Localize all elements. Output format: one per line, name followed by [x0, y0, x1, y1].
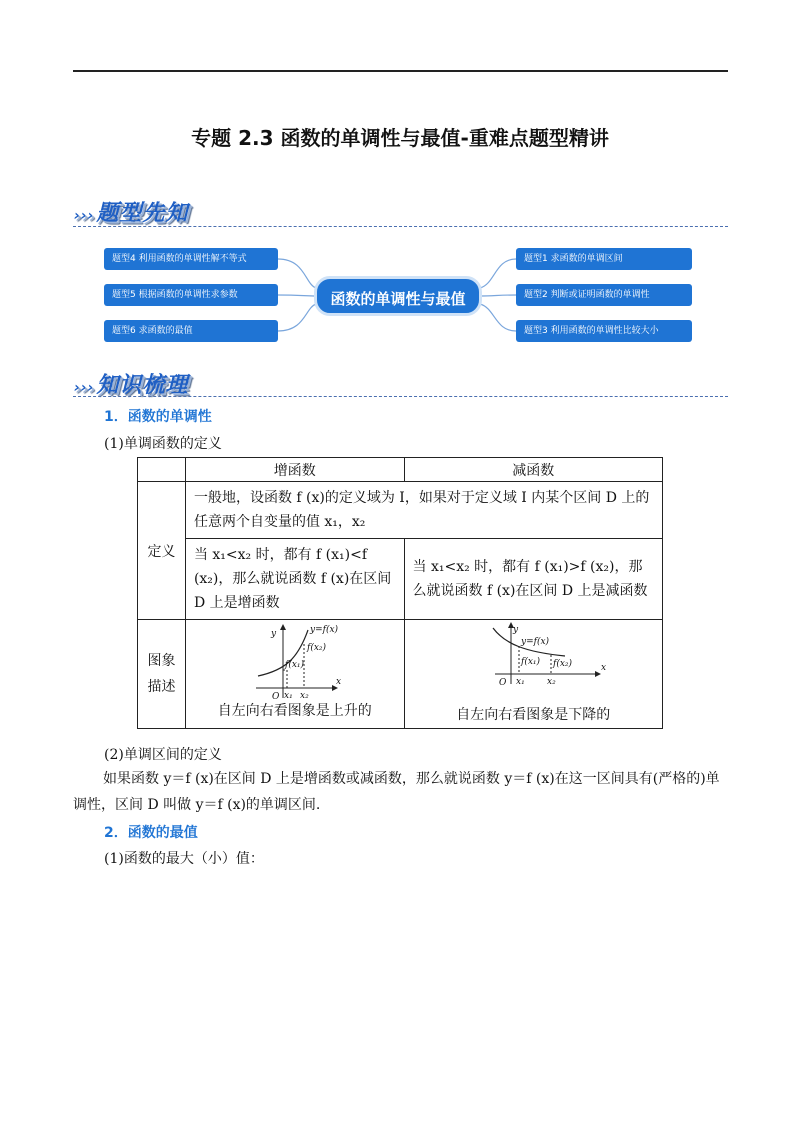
increasing-function-plot [186, 622, 405, 702]
triple-arrow-icon: ››› [74, 208, 95, 224]
subheading-monotone-interval: (2)单调区间的定义 [104, 747, 222, 763]
triple-arrow-icon: ››› [74, 380, 95, 396]
mindmap-node-type3: 题型3 利用函数的单调性比较大小 [516, 320, 692, 342]
x-axis-label: x [600, 663, 606, 673]
function-label: y=f(x) [520, 637, 549, 647]
header-rule [73, 70, 728, 72]
x1-tick-label: x₁ [283, 691, 293, 701]
decreasing-function-plot [405, 622, 664, 702]
definition-decreasing-text: 当 x₁<x₂ 时，都有 f (x₁)>f (x₂)，那么就说函数 f (x)在区间 D 上是减函数 [412, 559, 648, 599]
section-divider [73, 226, 728, 227]
definition-increasing-text: 当 x₁<x₂ 时，都有 f (x₁)<f (x₂)，那么就说函数 f (x)在区间 D 上是增函数 [193, 547, 392, 611]
f-x1-label: f(x₁) [284, 660, 304, 670]
definition-common-text: 一般地，设函数 f (x)的定义域为 I，如果对于定义域 I 内某个区间 D 上的任意两个自变量的值 x₁，x₂ [193, 490, 650, 530]
x2-tick-label: x₂ [299, 691, 309, 701]
section-banner-question-types [74, 196, 188, 227]
f-x2-label: f(x₂) [552, 659, 572, 669]
monotone-definition-table [137, 457, 663, 729]
caption-increasing: 自左向右看图象是上升的 [217, 703, 372, 719]
heading-monotonicity: 1．函数的单调性 [104, 409, 212, 425]
origin-label: O [271, 692, 280, 702]
mindmap-node-type6: 题型6 求函数的最值 [104, 320, 278, 342]
graph-decreasing [405, 620, 662, 728]
subheading-max-min: (1)函数的最大（小）值： [104, 851, 264, 867]
row-header-graph-label: 图象描述 [147, 653, 176, 695]
x-axis-label: x [335, 677, 342, 687]
mindmap-node-type4: 题型4 利用函数的单调性解不等式 [104, 248, 278, 270]
mindmap-center-node: 函数的单调性与最值 [314, 276, 482, 316]
y-axis-label: y [512, 625, 518, 635]
mindmap-node-type1: 题型1 求函数的单调区间 [516, 248, 692, 270]
origin-label: O [498, 678, 506, 688]
f-x2-label: f(x₂) [306, 643, 326, 653]
x2-tick-label: x₂ [546, 677, 556, 687]
row-header-definition: 定义 [138, 482, 186, 620]
page-title: 专题 2.3 函数的单调性与最值-重难点题型精讲 [191, 126, 609, 150]
heading-extrema: 2．函数的最值 [104, 825, 198, 841]
section-divider [73, 396, 728, 397]
paragraph-monotone-interval: 如果函数 y＝f (x)在区间 D 上是增函数或减函数，那么就说函数 y＝f (x)在这一区间具有(严格的)单调性，区间 D 叫做 y＝f (x)的单调区间. [73, 771, 720, 813]
section-banner-label: 知识梳理 [96, 373, 189, 398]
mindmap-node-type5: 题型5 根据函数的单调性求参数 [104, 284, 278, 306]
x1-tick-label: x₁ [515, 677, 525, 687]
section-banner-label: 题型先知 [96, 201, 189, 226]
table-corner-cell [138, 458, 186, 482]
graph-increasing [186, 620, 404, 728]
section-banner-knowledge [74, 368, 188, 399]
function-label: y=f(x) [309, 625, 339, 635]
f-x1-label: f(x₁) [520, 657, 540, 667]
col-header-decreasing: 减函数 [404, 458, 662, 482]
col-header-increasing: 增函数 [185, 458, 404, 482]
caption-decreasing: 自左向右看图象是下降的 [456, 707, 611, 723]
subheading-monotone-def: (1)单调函数的定义 [104, 436, 222, 452]
y-axis-label: y [270, 629, 277, 639]
mindmap [100, 244, 700, 348]
mindmap-node-type2: 题型2 判断或证明函数的单调性 [516, 284, 692, 306]
row-header-graph [138, 620, 186, 729]
